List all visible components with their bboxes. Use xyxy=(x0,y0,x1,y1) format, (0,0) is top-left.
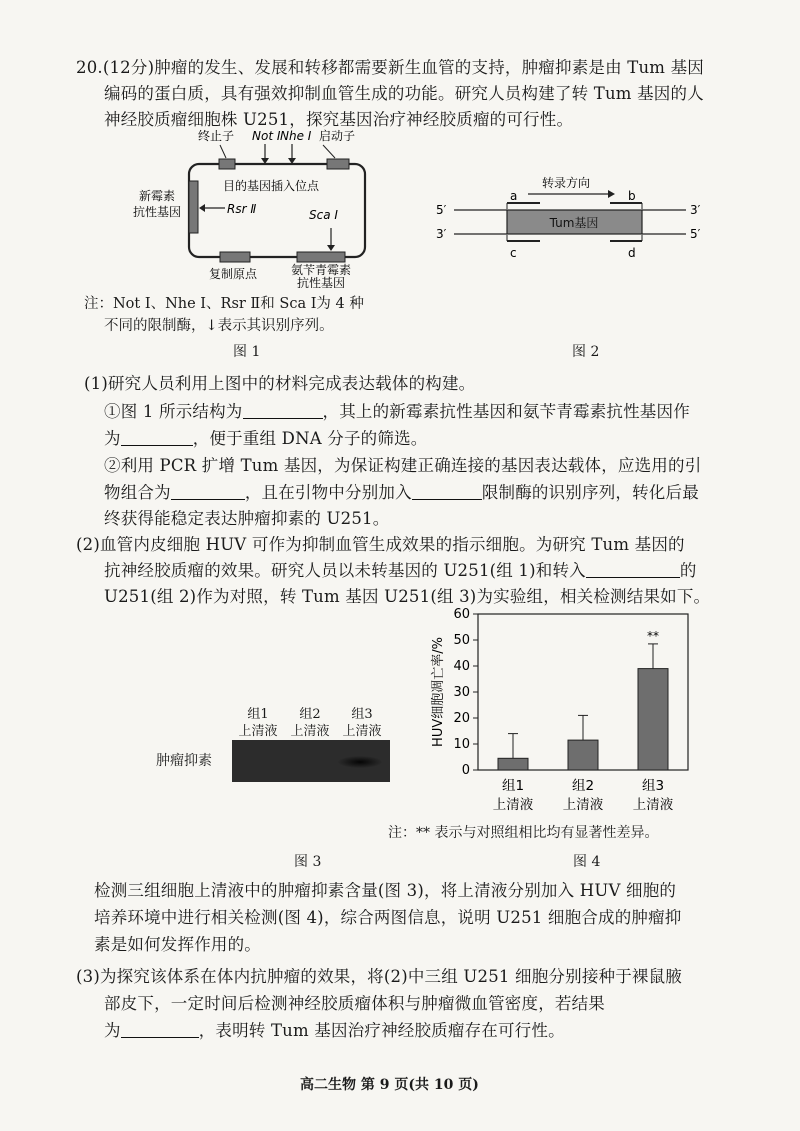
bar-group-2 xyxy=(568,740,598,770)
replication-origin-block xyxy=(220,252,250,262)
part2-line-1: (2)血管内皮细胞 HUV 可作为抑制血管生成效果的指示细胞。为研究 Tum 基因的 xyxy=(76,535,685,554)
five-prime-right-label: 5′ xyxy=(690,227,701,241)
page-footer: 高二生物 第 9 页(共 10 页) xyxy=(300,1077,479,1093)
gel-col1-label xyxy=(232,706,284,740)
primer-a-label: a xyxy=(510,189,518,203)
answer-blank-3[interactable] xyxy=(171,483,245,500)
gel-col2-line2: 上清液 xyxy=(290,724,330,739)
x-category-label-1-line-1: 组1 xyxy=(501,778,525,794)
three-prime-left-label: 3′ xyxy=(436,227,447,241)
question-line-3: 神经胶质瘤细胞株 U251，探究基因治疗神经胶质瘤的可行性。 xyxy=(104,110,574,129)
y-tick-label-5: 50 xyxy=(453,633,470,648)
primer-d-label: d xyxy=(628,246,636,260)
gel-col1-line2: 上清液 xyxy=(238,724,278,739)
terminator-label: 终止子 xyxy=(198,129,235,143)
answer-blank-5[interactable] xyxy=(586,561,680,578)
part3-line-2: 部皮下，一定时间后检测神经胶质瘤体积与肿瘤微血管密度，若结果 xyxy=(104,994,605,1013)
gel-col3-line1: 组3 xyxy=(351,707,373,722)
answer-blank-6[interactable] xyxy=(121,1021,199,1038)
part2-after-line-1: 检测三组细胞上清液中的肿瘤抑素含量(图 3)，将上清液分别加入 HUV 细胞的 xyxy=(94,881,677,900)
y-tick-label-0: 0 xyxy=(461,763,470,778)
not1-label: Not Ⅰ xyxy=(252,129,281,143)
ampicillin-resistance-block xyxy=(297,252,345,262)
y-tick-label-2: 20 xyxy=(453,711,470,726)
rsr2-label: Rsr Ⅱ xyxy=(227,202,257,216)
amp-gene-label-line1: 氨苄青霉素 xyxy=(291,263,352,277)
answer-blank-2[interactable] xyxy=(121,429,193,446)
part3-text-a: 为 xyxy=(104,1021,121,1040)
fig3-caption: 图 3 xyxy=(294,854,322,870)
neo-gene-label-line2: 抗性基因 xyxy=(133,205,182,219)
part2-line-2 xyxy=(104,559,697,583)
terminator-pointer xyxy=(220,145,226,158)
blot-band-group3 xyxy=(338,756,382,768)
sca1-arrowhead xyxy=(327,245,335,251)
western-blot xyxy=(232,740,390,782)
y-tick-label-1: 10 xyxy=(453,737,470,752)
part3-text-b: ，表明转 Tum 基因治疗神经胶质瘤存在可行性。 xyxy=(198,1021,565,1040)
question-line-1: 20.(12分)肿瘤的发生、发展和转移都需要新生血管的支持，肿瘤抑素是由 Tum 基因 xyxy=(76,58,704,77)
part1-q2-text-c: ，且在引物中分别加入 xyxy=(244,483,412,502)
x-category-label-2-line-1: 组2 xyxy=(571,778,595,794)
fig4-caption: 图 4 xyxy=(573,854,601,870)
part1-q2-text-d: 限制酶的识别序列，转化后最 xyxy=(481,483,699,502)
promoter-pointer xyxy=(323,145,335,158)
bar-group-1 xyxy=(498,758,528,770)
neomycin-resistance-block xyxy=(189,181,198,233)
part1-intro: (1)研究人员利用上图中的材料完成表达载体的构建。 xyxy=(84,374,476,393)
transcription-direction-arrowhead xyxy=(608,190,615,198)
part2-line-3: U251(组 2)作为对照，转 Tum 基因 U251(组 3)为实验组，相关检测结果如下。 xyxy=(104,587,711,606)
x-category-label-3-line-1: 组3 xyxy=(641,778,665,794)
sca1-label: Sca Ⅰ xyxy=(309,208,338,222)
y-tick-label-3: 30 xyxy=(453,685,470,700)
gel-col3-label xyxy=(336,706,388,740)
part1-q1-text-d: ，便于重组 DNA 分子的筛选。 xyxy=(192,429,428,448)
neo-gene-label-line1: 新霉素 xyxy=(139,189,176,203)
promoter-label: 启动子 xyxy=(319,129,356,143)
plasmid-diagram xyxy=(105,128,405,288)
gel-col1-line1: 组1 xyxy=(247,707,269,722)
tum-gene-label: Tum基因 xyxy=(549,216,599,230)
x-category-label-1-line-2: 上清液 xyxy=(492,797,534,813)
answer-blank-1[interactable] xyxy=(243,402,323,419)
huv-apoptosis-chart xyxy=(428,604,708,822)
replication-origin-label: 复制原点 xyxy=(209,267,258,281)
gel-col2-line1: 组2 xyxy=(299,707,321,722)
part1-q1-line1 xyxy=(104,400,690,424)
part1-q2-line2 xyxy=(104,481,699,505)
chart-y-axis-label: HUV细胞凋亡率/% xyxy=(431,637,446,747)
part2-text-b: 的 xyxy=(679,561,697,580)
bar-group-3 xyxy=(638,669,668,770)
rsr2-arrowhead xyxy=(199,204,205,212)
y-tick-label-4: 40 xyxy=(453,659,470,674)
terminator-block xyxy=(219,159,235,169)
fig1-note-line-2: 不同的限制酶，↓表示其识别序列。 xyxy=(104,318,334,334)
fig1-caption: 图 1 xyxy=(233,344,261,360)
primer-c-label: c xyxy=(510,246,517,260)
part2-after-line-3: 素是如何发挥作用的。 xyxy=(94,935,261,954)
x-category-label-2-line-2: 上清液 xyxy=(562,797,604,813)
plasmid-backbone xyxy=(189,164,365,257)
answer-blank-4[interactable] xyxy=(412,483,482,500)
part1-q1-text-b: ，其上的新霉素抗性基因和氨苄青霉素抗性基因作 xyxy=(322,402,690,421)
gel-row-label: 肿瘤抑素 xyxy=(156,753,212,769)
part2-text-a: 抗神经胶质瘤的效果。研究人员以未转基因的 U251(组 1)和转入 xyxy=(104,561,586,580)
fig1-note-line-1: 注：Not Ⅰ、Nhe Ⅰ、Rsr Ⅱ和 Sca Ⅰ为 4 种 xyxy=(84,296,364,312)
insertion-site-label: 目的基因插入位点 xyxy=(223,179,320,193)
gel-col3-line2: 上清液 xyxy=(342,724,382,739)
promoter-block xyxy=(327,159,349,169)
part1-q1-text-a: ①图 1 所示结构为 xyxy=(104,402,243,421)
part1-q2-line3: 终获得能稳定表达肿瘤抑素的 U251。 xyxy=(104,509,390,528)
fig2-caption: 图 2 xyxy=(572,344,600,360)
significance-mark-group-3: ** xyxy=(647,628,659,643)
x-category-label-3-line-2: 上清液 xyxy=(632,797,674,813)
nhe1-label: Nhe Ⅰ xyxy=(280,129,312,143)
part1-q2-text-b: 物组合为 xyxy=(104,483,171,502)
question-line-2: 编码的蛋白质，具有强效抑制血管生成的功能。研究人员构建了转 Tum 基因的人 xyxy=(104,84,704,103)
transcription-direction-label: 转录方向 xyxy=(542,176,591,190)
part3-line-3 xyxy=(104,1019,565,1043)
amp-gene-label-line2: 抗性基因 xyxy=(297,276,346,288)
five-prime-left-label: 5′ xyxy=(436,203,447,217)
chart-note: 注：** 表示与对照组相比均有显著性差异。 xyxy=(388,825,659,841)
part3-line-1: (3)为探究该体系在体内抗肿瘤的效果，将(2)中三组 U251 细胞分别接种于裸鼠腋 xyxy=(76,967,683,986)
y-tick-label-6: 60 xyxy=(453,607,470,622)
part1-q1-text-c: 为 xyxy=(104,429,121,448)
tum-gene-diagram xyxy=(430,172,720,262)
part1-q2-line1: ②利用 PCR 扩增 Tum 基因，为保证构建正确连接的基因表达载体，应选用的引 xyxy=(104,456,702,475)
part1-q1-line2 xyxy=(104,427,427,451)
part2-after-line-2: 培养环境中进行相关检测(图 4)，综合两图信息，说明 U251 细胞合成的肿瘤抑 xyxy=(94,908,682,927)
gel-col2-label xyxy=(284,706,336,740)
three-prime-right-label: 3′ xyxy=(690,203,701,217)
primer-b-label: b xyxy=(628,189,636,203)
